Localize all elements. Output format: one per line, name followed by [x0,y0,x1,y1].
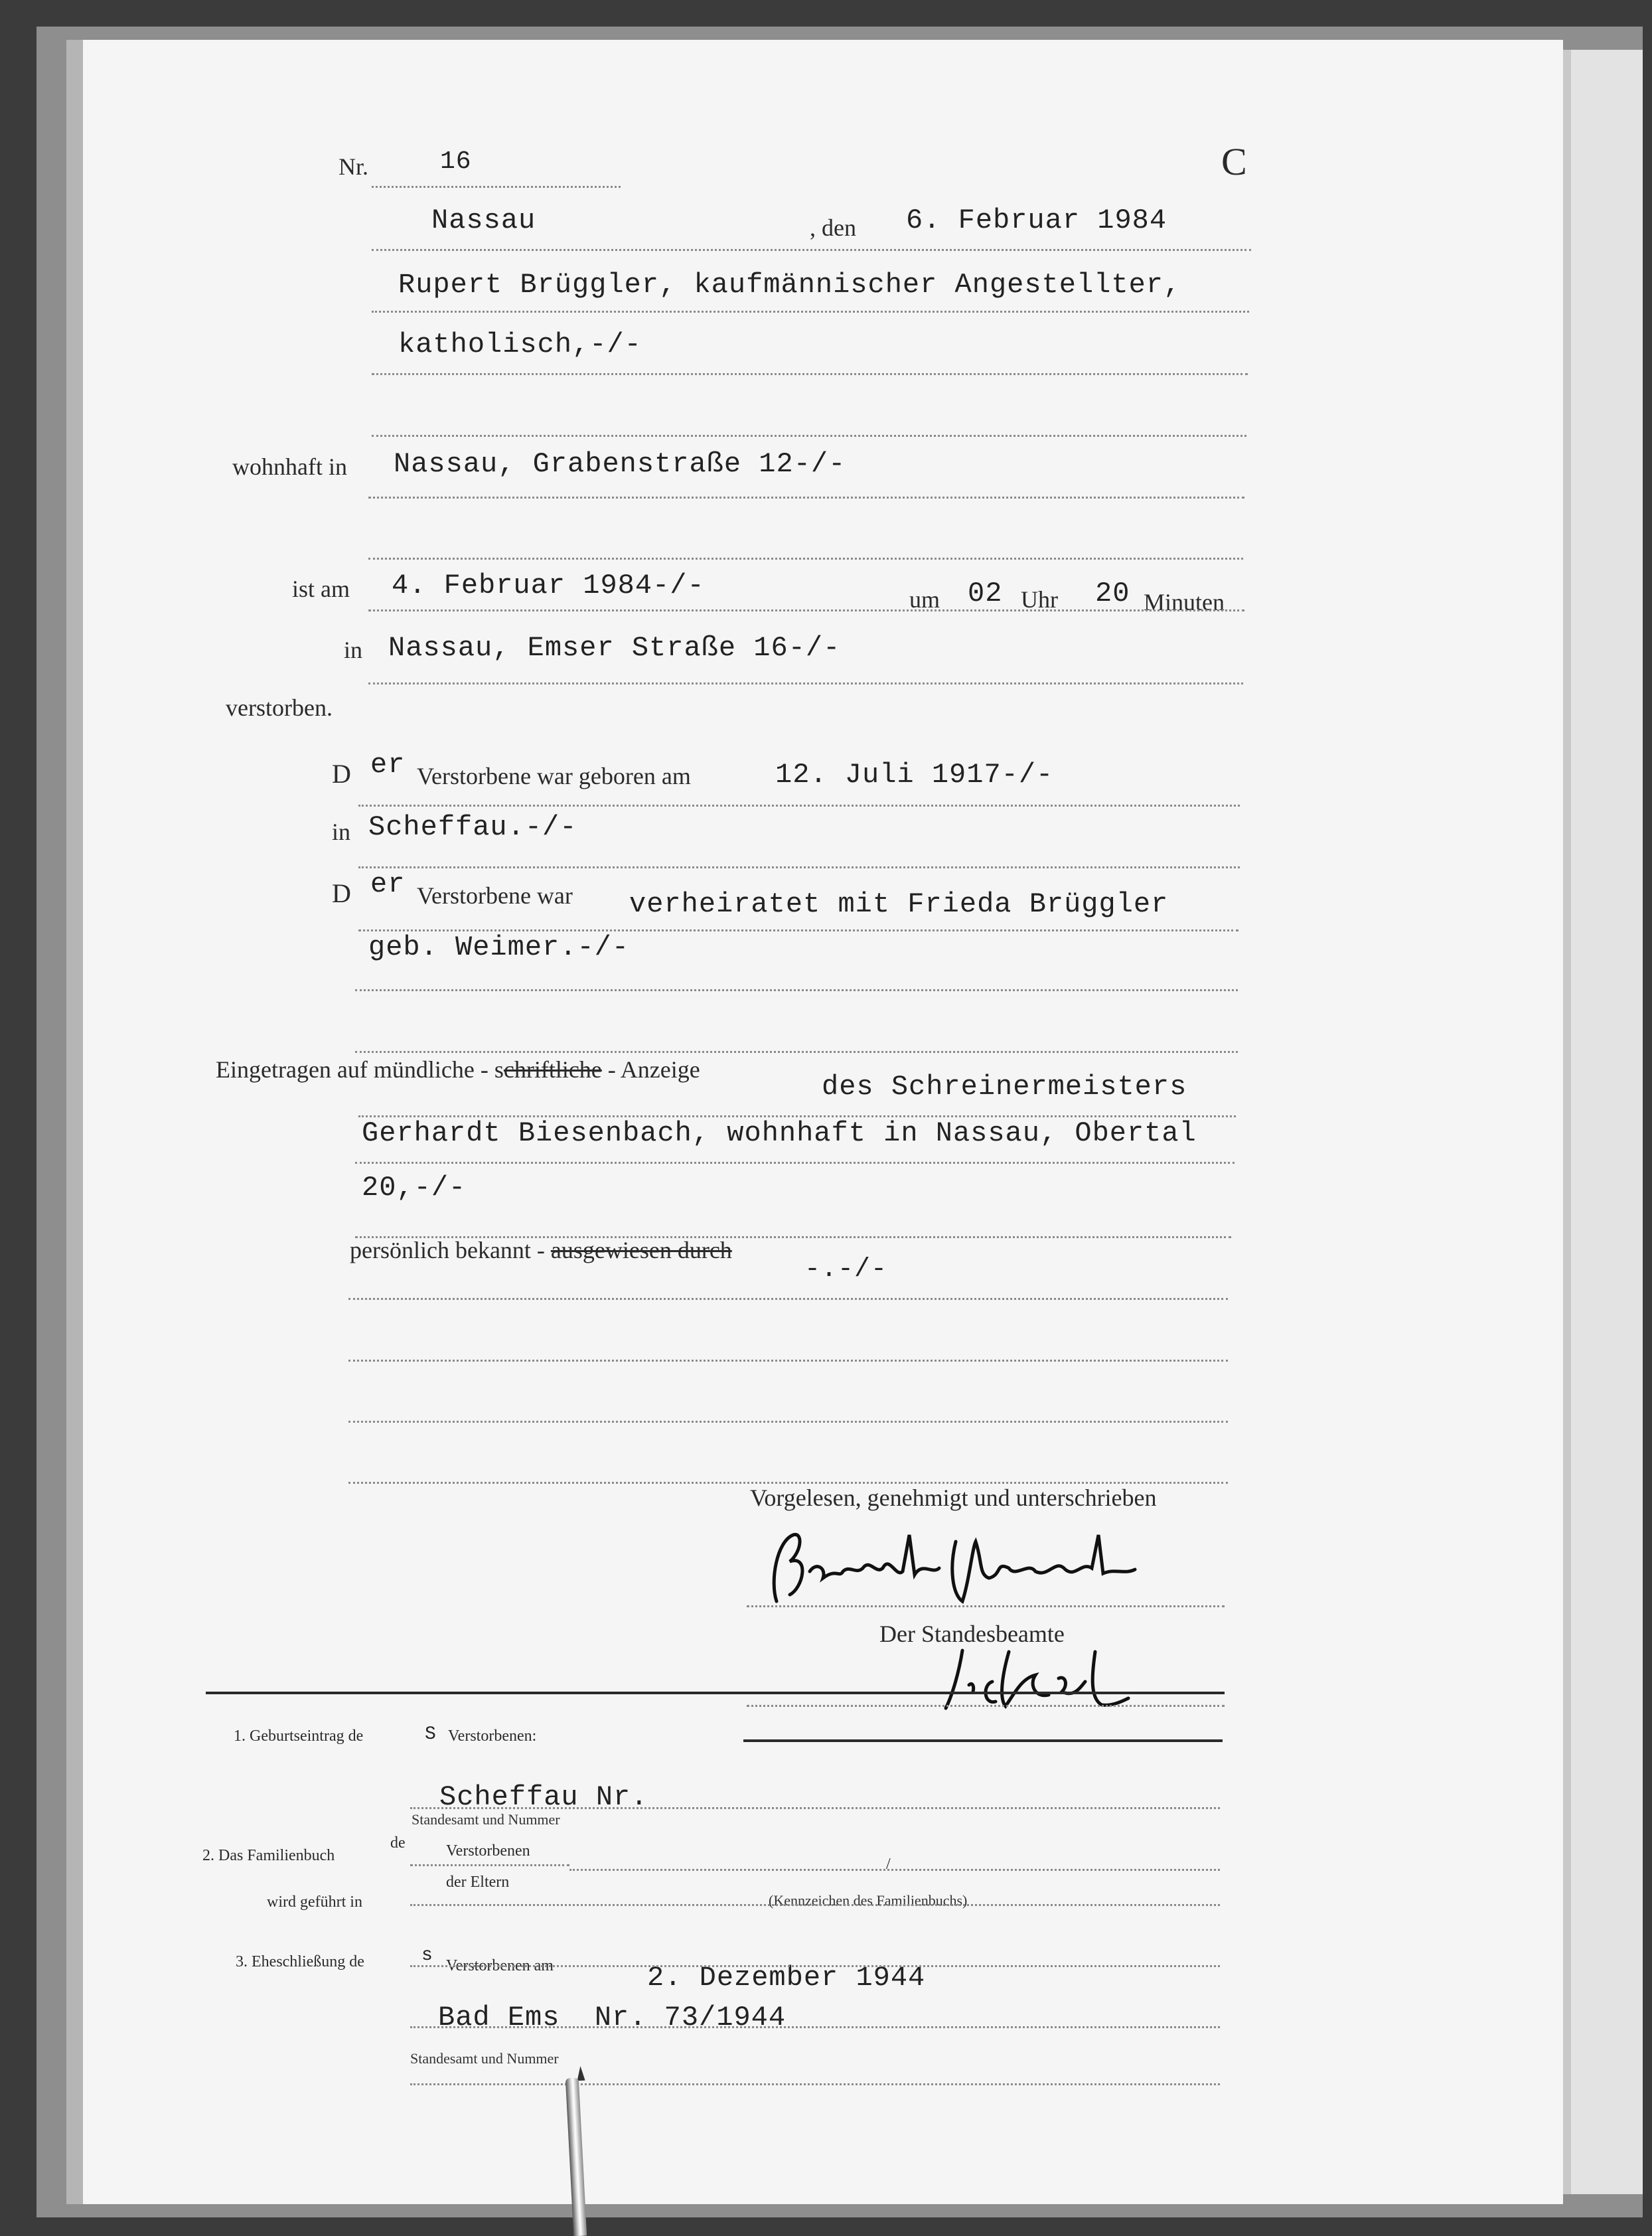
standesamt-caption: Standesamt und Nummer [410,2050,559,2067]
kennzeichen-caption: (Kennzeichen des Familienbuchs) [769,1892,968,1909]
birth-register-entry: Scheffau Nr. [439,1781,648,1813]
d-label: D [332,878,351,908]
registration-label: Eingetragen auf mündliche - schriftliche - Anzeige [216,1056,700,1083]
gender-suffix: er [370,749,406,781]
identity-value: -.-/- [804,1255,888,1285]
slash-separator: / [886,1856,891,1873]
dotted-line [348,1298,1228,1300]
death-hour: 02 [968,578,1003,609]
place-of-registration: Nassau [431,204,536,236]
marital-label: Verstorbene war [417,882,573,909]
person-line-2: katholisch,-/- [398,329,642,360]
registration-date: 6. Februar 1984 [906,204,1167,236]
dotted-line [569,1869,1220,1871]
dotted-line [355,1162,1235,1164]
dotted-line [368,682,1243,684]
dotted-line [410,1965,1220,1967]
footnote-1-label: 1. Geburtseintrag de [234,1727,364,1745]
dotted-line [410,1807,1220,1809]
birth-in-label: in [332,819,351,845]
dotted-line [747,1605,1225,1607]
um-label: um [909,586,940,613]
identity-label: persönlich bekannt - ausgewiesen durch [350,1237,732,1263]
uhr-label: Uhr [1021,586,1058,613]
separator-rule [206,1692,1225,1694]
dotted-line [358,805,1240,807]
marriage-register-entry: Bad Ems Nr. 73/1944 [438,2002,787,2034]
dotted-line [368,609,1244,611]
wird-gefuehrt-label: wird geführt in [267,1893,362,1911]
dotted-line [410,2026,1220,2028]
dotted-line [368,497,1244,499]
birth-place: Scheffau.-/- [368,811,577,843]
footnote-2-label: 2. Das Familienbuch [202,1847,335,1864]
informant-signature [763,1522,1148,1615]
dotted-line [410,2083,1220,2085]
footnote-3-label-end: Verstorbenen am [446,1957,554,1974]
maiden-name: geb. Weimer.-/- [368,931,630,963]
dotted-line [372,373,1248,375]
dotted-line [372,249,1251,251]
footnote-1-label-end: Verstorbenen: [448,1727,537,1745]
read-approved-label: Vorgelesen, genehmigt und unterschrieben [750,1484,1157,1511]
separator-rule [743,1739,1223,1742]
nr-label: Nr. [338,153,368,180]
dotted-line [410,1864,569,1866]
gender-suffix: S [425,1724,437,1745]
gender-suffix: s [421,1945,433,1966]
death-minutes: 20 [1095,578,1130,609]
dotted-line [348,1360,1228,1362]
informant-line-3: 20,-/- [362,1172,467,1204]
pen-pointer [565,2078,587,2236]
born-label: Verstorbene war geboren am [417,763,691,789]
birth-date: 12. Juli 1917-/- [775,759,1054,791]
residence-label: wohnhaft in [232,453,347,480]
dotted-line [747,1705,1225,1707]
record-number: 16 [440,147,472,176]
standesamt-caption: Standesamt und Nummer [412,1811,560,1828]
person-line-1: Rupert Brüggler, kaufmännischer Angestellter, [398,269,1181,301]
dotted-line [372,186,621,188]
registrar-label: Der Standesbeamte [879,1621,1065,1647]
dotted-line [358,866,1240,868]
informant-line-1: des Schreinermeisters [822,1071,1187,1103]
death-in-label: in [344,637,363,663]
residence-value: Nassau, Grabenstraße 12-/- [394,448,846,480]
minuten-label: Minuten [1144,589,1225,615]
eltern-option: der Eltern [446,1874,510,1891]
dotted-line [355,1051,1238,1053]
ist-am-label: ist am [292,576,350,602]
dotted-line [372,435,1246,437]
dotted-line [410,1904,1220,1906]
verstorben-label: verstorben. [226,694,333,721]
verstorbenen-option: Verstorbenen [446,1842,530,1860]
marital-status: verheiratet mit Frieda Brüggler [629,888,1169,920]
dotted-line [368,558,1243,560]
dotted-line [355,989,1238,991]
d-label: D [332,759,351,789]
dotted-line [372,311,1249,313]
informant-line-2: Gerhardt Biesenbach, wohnhaft in Nassau, Obertal [362,1117,1197,1149]
gender-suffix: de [390,1834,406,1852]
dotted-line [348,1421,1228,1423]
gender-suffix: er [370,868,406,900]
death-place: Nassau, Emser Straße 16-/- [388,632,841,664]
footnote-3-label: 3. Eheschließung de [236,1953,364,1970]
marriage-date: 2. Dezember 1944 [647,1962,926,1994]
form-letter: C [1221,140,1247,183]
death-date: 4. Februar 1984-/- [392,570,705,601]
den-label: , den [810,214,856,241]
